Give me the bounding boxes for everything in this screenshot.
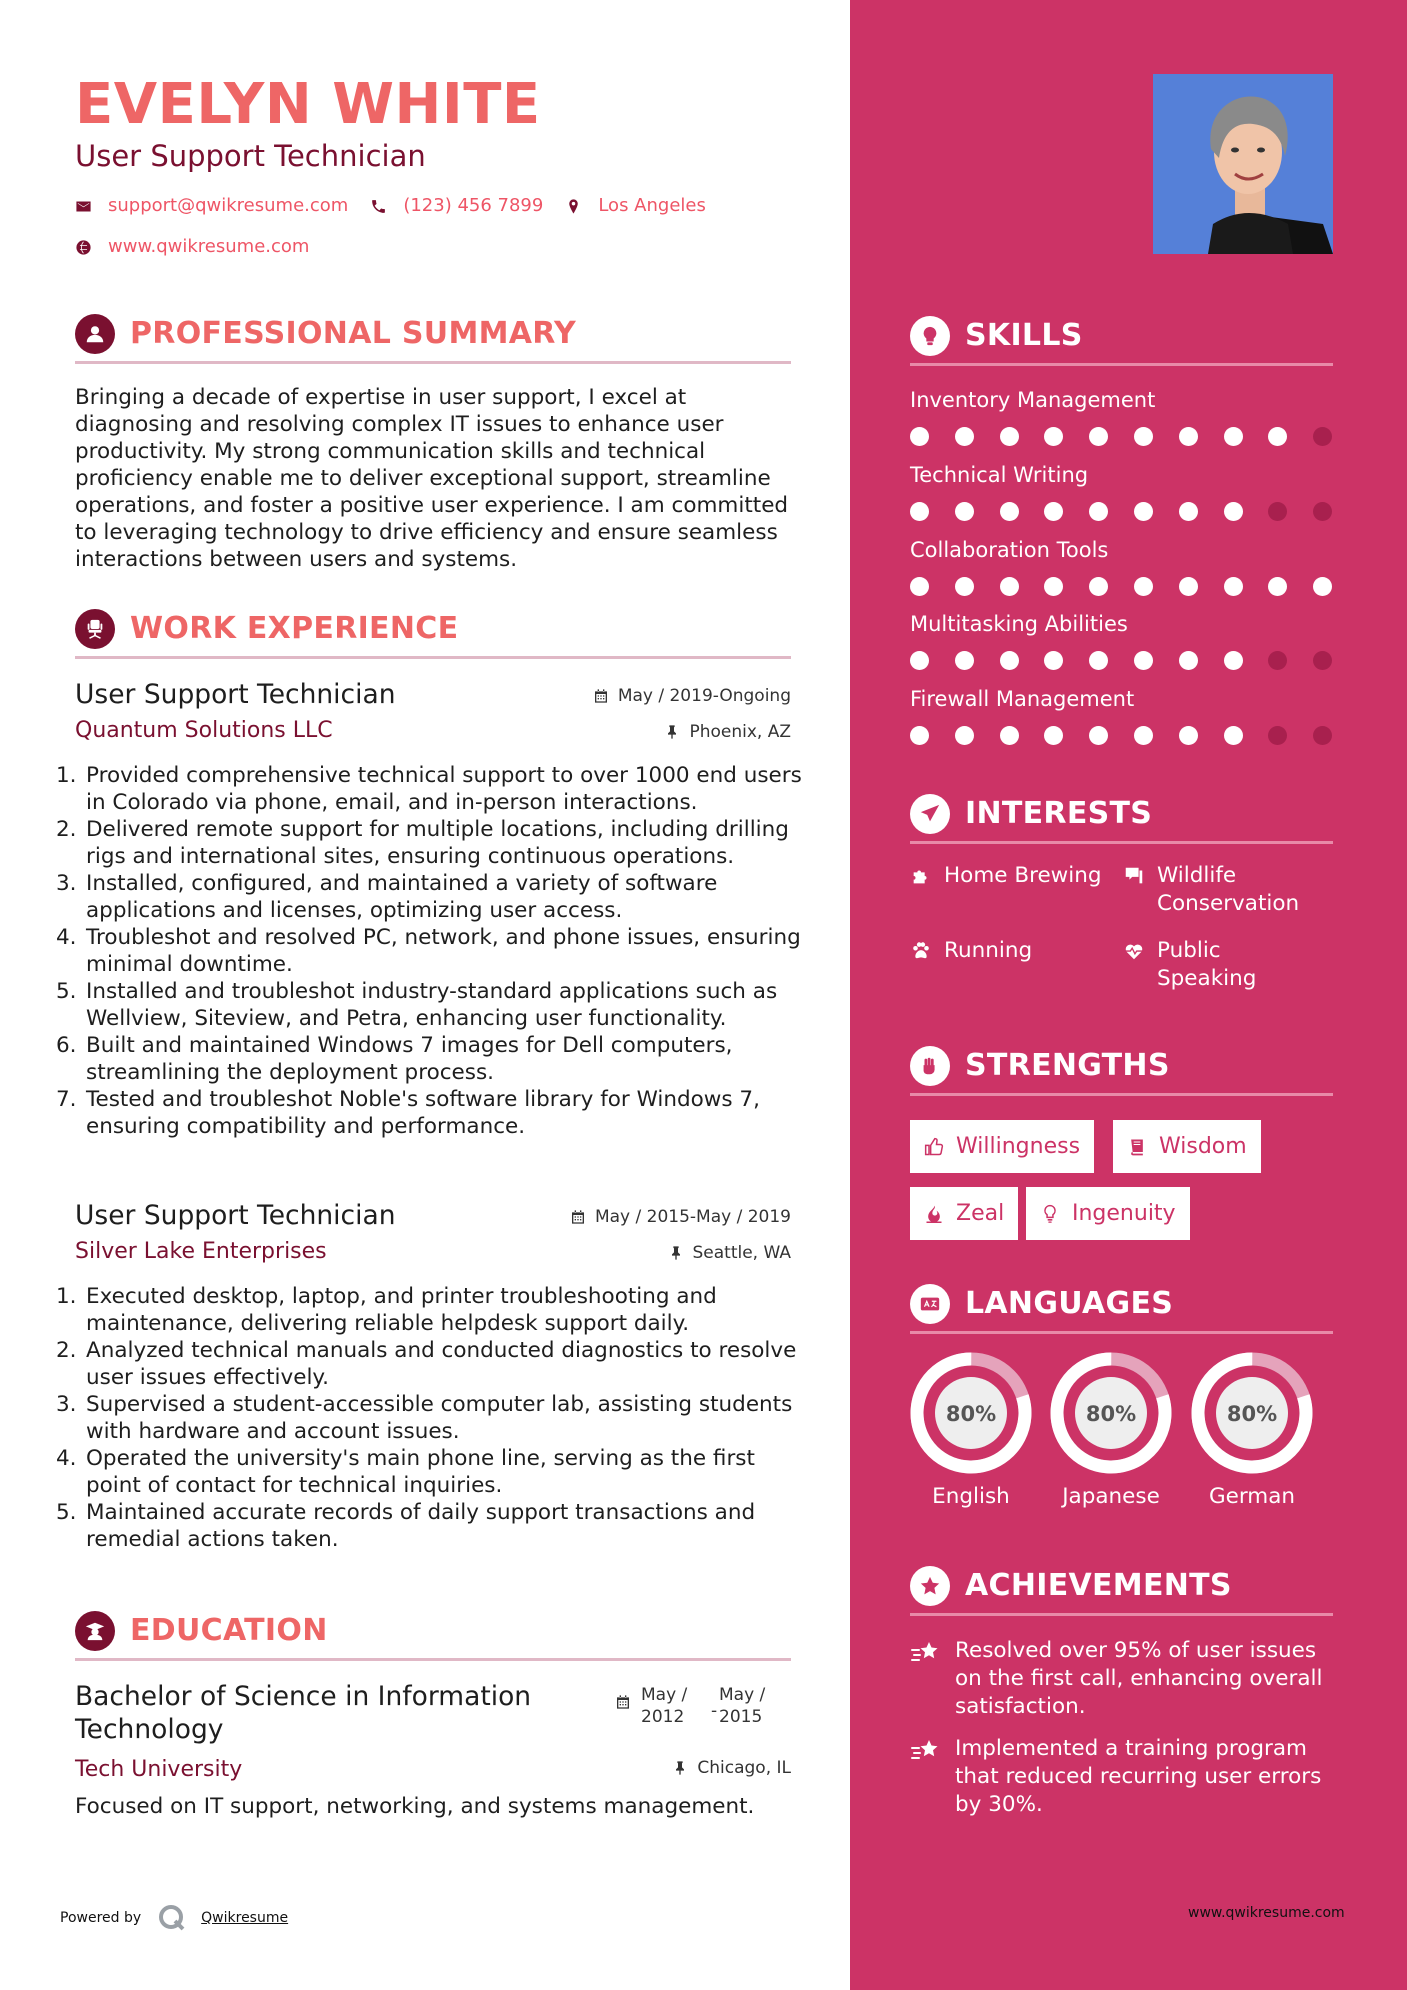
- job-bullets: [56, 1283, 805, 1553]
- language-item: [910, 1352, 1032, 1510]
- rating-dot-filled: [1224, 577, 1243, 596]
- office-chair-icon: [75, 609, 115, 649]
- language-item: [1191, 1352, 1313, 1510]
- rating-dot-filled: [1000, 651, 1019, 670]
- rating-dot-filled: [1000, 502, 1019, 521]
- phone-text: (123) 456 7899: [403, 195, 544, 216]
- candidate-title: User Support Technician: [75, 139, 426, 173]
- skill-rating: [910, 502, 1340, 522]
- rating-dot-filled: [1044, 651, 1063, 670]
- rating-dot-filled: [1000, 726, 1019, 745]
- school-location: Chicago, IL: [672, 1758, 791, 1778]
- phone-icon: [370, 198, 387, 215]
- skill-rating: [910, 651, 1340, 671]
- language-percent: 80%: [1226, 1402, 1278, 1426]
- list-item: 1. Executed desktop, laptop, and printer troubleshooting and maintenance, delivering reliable helpdesk support daily.: [56, 1284, 717, 1336]
- rating-dot-empty: [1313, 726, 1332, 745]
- job-title: User Support Technician: [75, 1200, 396, 1231]
- heartbeat-icon: [1123, 940, 1145, 962]
- list-item: 4. Operated the university's main phone line, serving as the first point of contact for technical inquiries.: [56, 1446, 755, 1498]
- list-item: 3. Supervised a student-accessible computer lab, assisting students with hardware and account issues.: [56, 1392, 793, 1444]
- interest-item: Home Brewing: [910, 862, 1130, 890]
- shooting-star-icon: [910, 1640, 940, 1666]
- languages-section-header: [910, 1278, 1333, 1334]
- rating-dot-filled: [910, 726, 929, 745]
- rating-dot-filled: [1224, 427, 1243, 446]
- rating-dot-filled: [1134, 651, 1153, 670]
- rating-dot-filled: [1134, 577, 1153, 596]
- list-item: 5. Installed and troubleshot industry-standard applications such as Wellview, Siteview, and Petra, enhancing user functionality.: [56, 979, 778, 1031]
- education-description: Focused on IT support, networking, and systems management.: [75, 1794, 755, 1819]
- language-ring: [1191, 1352, 1313, 1474]
- pushpin-icon: [668, 1245, 684, 1261]
- rating-dot-filled: [1268, 427, 1287, 446]
- user-icon: [75, 314, 115, 354]
- company-name: Quantum Solutions LLC: [75, 718, 333, 743]
- interest-item: Wildlife Conservation: [1123, 862, 1333, 918]
- education-heading: EDUCATION: [130, 1613, 328, 1648]
- rating-dot-filled: [1134, 726, 1153, 745]
- experience-heading: WORK EXPERIENCE: [130, 611, 459, 646]
- graduate-icon: [75, 1611, 115, 1651]
- profile-photo: [1153, 74, 1333, 254]
- rating-dot-filled: [1179, 577, 1198, 596]
- rating-dot-filled: [910, 651, 929, 670]
- skill-rating: [910, 577, 1340, 597]
- skill-name: Multitasking Abilities: [910, 612, 1128, 636]
- achievements-heading: ACHIEVEMENTS: [965, 1568, 1232, 1603]
- language-icon: [910, 1284, 950, 1324]
- experience-section-header: [75, 605, 791, 659]
- list-item: 7. Tested and troubleshot Noble's software library for Windows 7, ensuring compatibility and performance.: [56, 1087, 760, 1139]
- strength-chip: Zeal: [910, 1187, 1018, 1240]
- strengths-heading: STRENGTHS: [965, 1048, 1170, 1083]
- paw-icon: [910, 940, 932, 962]
- skill-rating: [910, 726, 1340, 746]
- skill-name: Technical Writing: [910, 463, 1089, 487]
- rating-dot-filled: [1224, 726, 1243, 745]
- rating-dot-filled: [1044, 502, 1063, 521]
- phone-contact[interactable]: [370, 194, 543, 218]
- language-item: [1050, 1352, 1172, 1510]
- achievement-item: Resolved over 95% of user issues on the first call, enhancing overall satisfaction.: [910, 1637, 1340, 1721]
- rating-dot-filled: [1134, 502, 1153, 521]
- rating-dot-filled: [955, 502, 974, 521]
- rating-dot-empty: [1313, 427, 1332, 446]
- interests-section-header: [910, 788, 1333, 844]
- rating-dot-filled: [910, 427, 929, 446]
- strengths-section-header: [910, 1040, 1333, 1096]
- rating-dot-filled: [1000, 427, 1019, 446]
- qwikresume-logo-icon: [157, 1903, 187, 1933]
- map-pin-flag-icon: [1123, 865, 1145, 887]
- language-ring: [1050, 1352, 1172, 1474]
- strength-chip: Wisdom: [1113, 1120, 1261, 1173]
- rating-dot-filled: [1044, 427, 1063, 446]
- rating-dot-empty: [1268, 502, 1287, 521]
- strength-chip: Willingness: [910, 1120, 1094, 1173]
- pushpin-icon: [664, 724, 680, 740]
- skill-item: [910, 686, 1340, 712]
- skill-item: [910, 611, 1340, 637]
- rating-dot-filled: [955, 427, 974, 446]
- skills-heading: SKILLS: [965, 318, 1083, 353]
- rating-dot-filled: [1044, 726, 1063, 745]
- candidate-name: EVELYN WHITE: [75, 72, 541, 137]
- location-text: Los Angeles: [598, 195, 706, 216]
- job-title: User Support Technician: [75, 679, 396, 710]
- rating-dot-empty: [1268, 726, 1287, 745]
- rating-dot-filled: [1313, 577, 1332, 596]
- calendar-icon: [615, 1694, 631, 1710]
- footer-website[interactable]: www.qwikresume.com: [1188, 1905, 1345, 1921]
- rating-dot-filled: [1179, 651, 1198, 670]
- rating-dot-filled: [955, 577, 974, 596]
- company-name: Silver Lake Enterprises: [75, 1239, 327, 1264]
- skill-rating: [910, 427, 1340, 447]
- rating-dot-filled: [1179, 427, 1198, 446]
- language-name: German: [1208, 1484, 1296, 1509]
- job-bullets: [56, 762, 805, 1140]
- job-dates: May / 2015-May / 2019: [570, 1206, 791, 1228]
- languages-heading: LANGUAGES: [965, 1286, 1174, 1321]
- envelope-icon: [75, 198, 92, 215]
- puzzle-icon: [910, 865, 932, 887]
- job-location: Seattle, WA: [668, 1242, 792, 1264]
- rating-dot-filled: [1044, 577, 1063, 596]
- brand-link[interactable]: Qwikresume: [201, 1910, 289, 1926]
- list-item: 2. Analyzed technical manuals and conducted diagnostics to resolve user issues effectively.: [56, 1338, 797, 1390]
- language-ring: [910, 1352, 1032, 1474]
- email-text: support@qwikresume.com: [108, 195, 349, 216]
- rating-dot-filled: [910, 577, 929, 596]
- rating-dot-filled: [1224, 651, 1243, 670]
- shooting-star-icon: [910, 1738, 940, 1764]
- paper-plane-icon: [910, 794, 950, 834]
- website-contact[interactable]: [75, 235, 309, 259]
- rating-dot-empty: [1268, 651, 1287, 670]
- rating-dot-filled: [1000, 577, 1019, 596]
- rating-dot-empty: [1313, 502, 1332, 521]
- globe-icon: [75, 239, 92, 256]
- rating-dot-filled: [1089, 651, 1108, 670]
- rating-dot-empty: [1313, 651, 1332, 670]
- strength-chip: Ingenuity: [1026, 1187, 1190, 1240]
- list-item: 4. Troubleshot and resolved PC, network, and phone issues, ensuring minimal downtime.: [56, 925, 801, 977]
- language-name: English: [932, 1484, 1010, 1509]
- list-item: 5. Maintained accurate records of daily support transactions and remedial actions taken.: [56, 1500, 756, 1552]
- rating-dot-filled: [910, 502, 929, 521]
- language-name: Japanese: [1062, 1484, 1160, 1509]
- rating-dot-filled: [1179, 502, 1198, 521]
- email-contact[interactable]: [75, 194, 348, 218]
- skills-section-header: [910, 310, 1333, 366]
- star-badge-icon: [910, 1566, 950, 1606]
- job-location: Phoenix, AZ: [664, 721, 791, 743]
- education-dates: May / 2012 - May / 2015: [615, 1684, 789, 1728]
- list-item: 2. Delivered remote support for multiple locations, including drilling rigs and international sites, ensuring continuous operations.: [56, 817, 789, 869]
- list-item: 1. Provided comprehensive technical support to over 1000 end users in Colorado via phone, email, and in-person interactions.: [56, 763, 802, 815]
- powered-by: Powered by Qwikresume: [60, 1903, 288, 1933]
- skill-item: [910, 537, 1340, 563]
- map-marker-icon: [565, 198, 582, 215]
- education-section-header: [75, 1607, 791, 1661]
- achievements-section-header: [910, 1560, 1333, 1616]
- rating-dot-filled: [1224, 502, 1243, 521]
- skill-name: Firewall Management: [910, 687, 1135, 711]
- skill-item: [910, 462, 1340, 488]
- fist-icon: [910, 1046, 950, 1086]
- rating-dot-filled: [1089, 577, 1108, 596]
- job-dates: May / 2019-Ongoing: [593, 685, 791, 707]
- list-item: 6. Built and maintained Windows 7 images for Dell computers, streamlining the deployment process.: [56, 1033, 733, 1085]
- calendar-icon: [593, 688, 609, 704]
- summary-heading: PROFESSIONAL SUMMARY: [130, 316, 577, 351]
- book-icon: [1127, 1137, 1147, 1157]
- calendar-icon: [570, 1209, 586, 1225]
- rating-dot-filled: [1089, 502, 1108, 521]
- rating-dot-filled: [1268, 577, 1287, 596]
- achievement-item: Implemented a training program that reduced recurring user errors by 30%.: [910, 1735, 1340, 1819]
- interests-heading: INTERESTS: [965, 796, 1153, 831]
- contact-row: [75, 194, 728, 218]
- degree-title: Bachelor of Science in Information Technology: [75, 1681, 532, 1745]
- rating-dot-filled: [1134, 427, 1153, 446]
- thumbs-up-icon: [924, 1137, 944, 1157]
- lightbulb-icon: [1040, 1204, 1060, 1224]
- website-text: www.qwikresume.com: [108, 236, 310, 257]
- website-contact-row: [75, 235, 331, 259]
- language-percent: 80%: [945, 1402, 997, 1426]
- skill-item: [910, 387, 1340, 413]
- rating-dot-filled: [1179, 726, 1198, 745]
- rating-dot-filled: [1089, 427, 1108, 446]
- language-percent: 80%: [1085, 1402, 1137, 1426]
- lightbulb-head-icon: [910, 316, 950, 356]
- interest-item: Running: [910, 937, 1110, 965]
- skill-name: Inventory Management: [910, 388, 1156, 412]
- flame-icon: [924, 1204, 944, 1224]
- school-name: Tech University: [75, 1757, 243, 1782]
- skill-name: Collaboration Tools: [910, 538, 1109, 562]
- interest-item: Public Speaking: [1123, 937, 1323, 993]
- rating-dot-filled: [955, 726, 974, 745]
- pushpin-icon: [672, 1760, 688, 1776]
- rating-dot-filled: [1089, 726, 1108, 745]
- summary-section-header: [75, 310, 791, 364]
- list-item: 3. Installed, configured, and maintained a variety of software applications and licenses, optimizing user access.: [56, 871, 718, 923]
- location-contact: [565, 194, 706, 218]
- summary-text: Bringing a decade of expertise in user support, I excel at diagnosing and resolving complex IT issues to enhance user productivity. My strong communication skills and technical proficiency enable me to deliver exceptional support, streamline operations, and foster a positive user experience. I am committed to leveraging technology to drive efficiency and ensure seamless interactions between users and systems.: [75, 385, 789, 572]
- rating-dot-filled: [955, 651, 974, 670]
